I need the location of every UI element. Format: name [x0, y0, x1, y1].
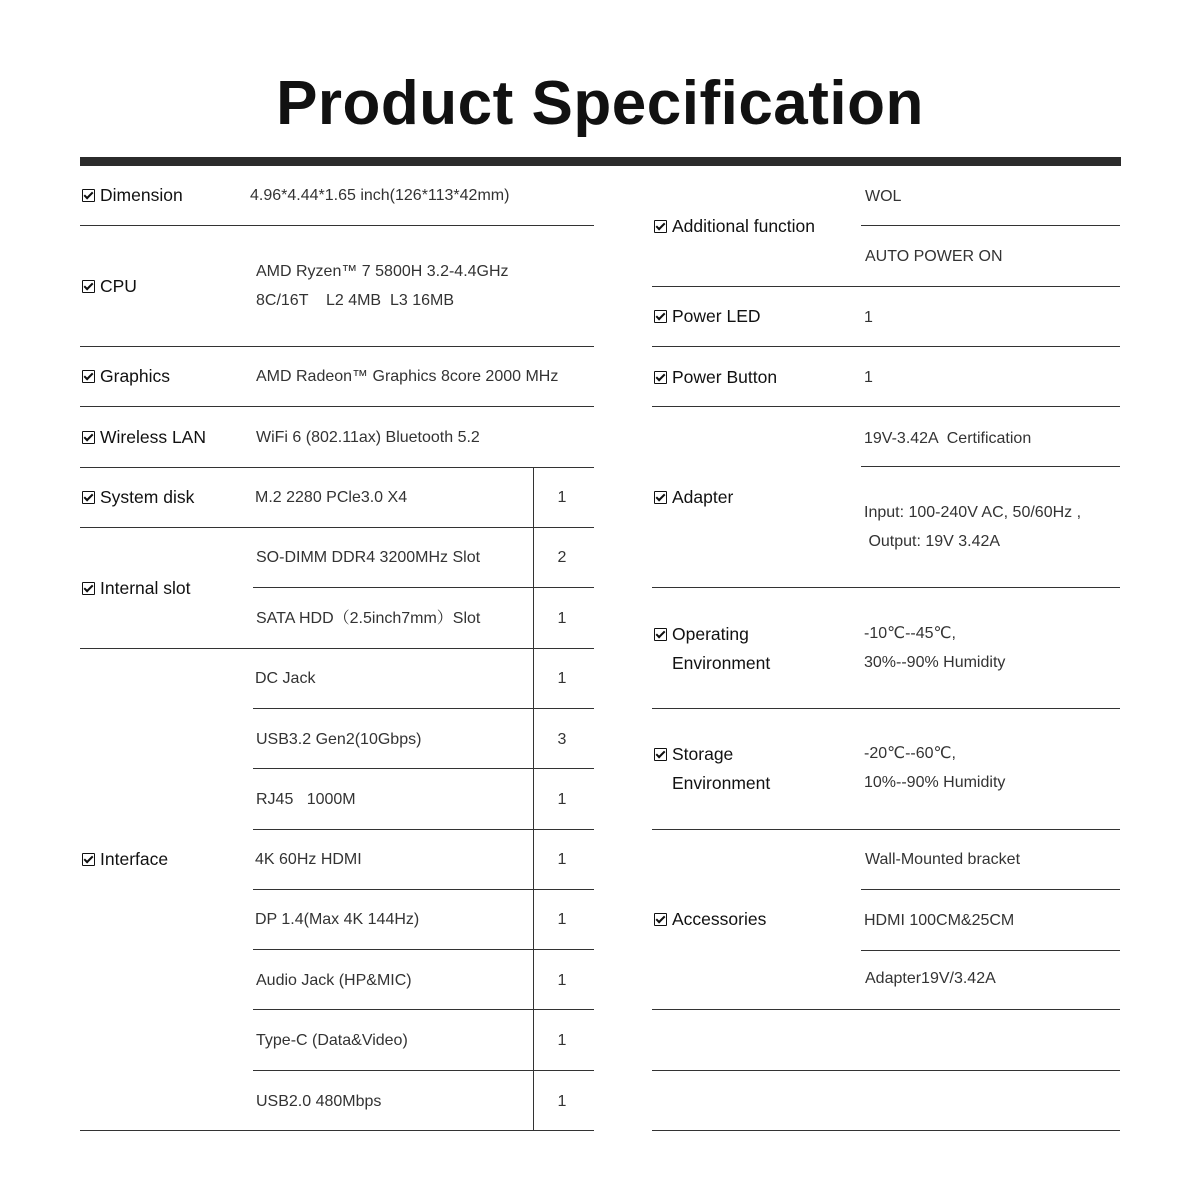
accessory-item: HDMI 100CM&25CM — [864, 912, 1015, 929]
graphics-label: Graphics — [80, 362, 170, 391]
internal-slot-row-value: SO-DIMM DDR4 3200MHz Slot — [256, 549, 481, 566]
interface-row-value: Audio Jack (HP&MIC) — [256, 972, 412, 989]
divider — [652, 829, 1120, 830]
divider — [253, 889, 594, 890]
divider — [80, 225, 594, 226]
divider — [80, 1130, 594, 1131]
divider — [861, 466, 1120, 467]
additional-function-value: WOL — [865, 188, 902, 205]
divider — [652, 406, 1120, 407]
operating-label-line2: Environment — [672, 653, 771, 673]
divider — [253, 587, 594, 588]
divider — [652, 286, 1120, 287]
divider — [80, 346, 594, 347]
operating-humidity: 30%--90% Humidity — [864, 654, 1006, 671]
additional-function-label: Additional function — [652, 212, 815, 241]
interface-row-value: 4K 60Hz HDMI — [255, 851, 362, 868]
storage-temp: -20℃--60℃, — [864, 745, 956, 762]
divider — [253, 949, 594, 950]
checkbox-icon — [654, 913, 667, 926]
checkbox-icon — [654, 748, 667, 761]
divider — [652, 1009, 1120, 1010]
operating-temp: -10℃--45℃, — [864, 625, 956, 642]
cpu-label: CPU — [80, 272, 137, 301]
divider — [253, 1070, 594, 1071]
interface-row-qty: 1 — [557, 1032, 567, 1049]
divider — [80, 527, 594, 528]
interface-row-value: Type-C (Data&Video) — [256, 1032, 408, 1049]
divider — [253, 1009, 594, 1010]
checkbox-icon — [82, 491, 95, 504]
checkbox-icon — [654, 371, 667, 384]
system-disk-qty: 1 — [557, 489, 567, 506]
divider — [652, 1130, 1120, 1131]
checkbox-icon — [82, 582, 95, 595]
power-button-label: Power Button — [652, 363, 777, 392]
internal-slot-row-qty: 2 — [557, 549, 567, 566]
interface-row-value: USB2.0 480Mbps — [256, 1093, 382, 1110]
storage-environment-label — [652, 740, 770, 798]
interface-row-qty: 1 — [557, 1093, 567, 1110]
additional-function-value: AUTO POWER ON — [865, 248, 1003, 265]
adapter-output: Output: 19V 3.42A — [864, 533, 1001, 550]
divider — [652, 587, 1120, 588]
storage-label-line1: Storage — [672, 744, 734, 764]
accessories-label: Accessories — [652, 905, 766, 934]
dimension-value: 4.96*4.44*1.65 inch(126*113*42mm) — [250, 187, 510, 204]
divider — [253, 708, 594, 709]
dimension-label: Dimension — [80, 181, 183, 210]
power-led-label: Power LED — [652, 302, 761, 331]
cpu-value-line1: AMD Ryzen™ 7 5800H 3.2-4.4GHz — [256, 263, 509, 280]
divider — [861, 889, 1120, 890]
adapter-input: Input: 100-240V AC, 50/60Hz , — [864, 504, 1082, 521]
interface-row-value: USB3.2 Gen2(10Gbps) — [256, 731, 422, 748]
adapter-certification: 19V-3.42A Certification — [864, 430, 1032, 447]
storage-label-line2: Environment — [672, 773, 771, 793]
internal-slot-row-value: SATA HDD（2.5inch7mm）Slot — [256, 610, 481, 627]
storage-humidity: 10%--90% Humidity — [864, 774, 1006, 791]
checkbox-icon — [82, 853, 95, 866]
checkbox-icon — [654, 310, 667, 323]
checkbox-icon — [82, 431, 95, 444]
adapter-label: Adapter — [652, 483, 733, 512]
checkbox-icon — [654, 628, 667, 641]
interface-row-value: RJ45 1000M — [256, 791, 356, 808]
accessory-item: Adapter19V/3.42A — [865, 970, 996, 987]
interface-row-value: DC Jack — [255, 670, 316, 687]
accessory-item: Wall-Mounted bracket — [865, 851, 1021, 868]
divider — [652, 1070, 1120, 1071]
operating-environment-label — [652, 620, 770, 678]
graphics-value: AMD Radeon™ Graphics 8core 2000 MHz — [256, 368, 559, 385]
checkbox-icon — [654, 220, 667, 233]
interface-row-qty: 1 — [557, 670, 567, 687]
operating-label-line1: Operating — [672, 624, 749, 644]
system-disk-value: M.2 2280 PCle3.0 X4 — [255, 489, 408, 506]
interface-row-value: DP 1.4(Max 4K 144Hz) — [255, 911, 420, 928]
interface-row-qty: 1 — [557, 911, 567, 928]
divider — [253, 768, 594, 769]
wireless-lan-label: Wireless LAN — [80, 423, 206, 452]
checkbox-icon — [82, 189, 95, 202]
interface-row-qty: 1 — [557, 851, 567, 868]
divider — [253, 829, 594, 830]
cpu-value-line2: 8C/16T L2 4MB L3 16MB — [256, 292, 455, 309]
checkbox-icon — [82, 280, 95, 293]
divider — [861, 950, 1120, 951]
internal-slot-row-qty: 1 — [557, 610, 567, 627]
interface-row-qty: 1 — [557, 972, 567, 989]
wireless-lan-value: WiFi 6 (802.11ax) Bluetooth 5.2 — [256, 429, 480, 446]
checkbox-icon — [82, 370, 95, 383]
divider — [652, 346, 1120, 347]
page-title: Product Specification — [276, 69, 924, 138]
divider — [652, 708, 1120, 709]
interface-label: Interface — [80, 845, 168, 874]
interface-row-qty: 1 — [557, 791, 567, 808]
system-disk-label: System disk — [80, 483, 194, 512]
power-button-value: 1 — [864, 369, 873, 386]
divider — [80, 648, 594, 649]
title-underline-bar — [80, 157, 1121, 166]
divider — [80, 467, 594, 468]
power-led-value: 1 — [864, 309, 873, 326]
internal-slot-label: Internal slot — [80, 574, 190, 603]
checkbox-icon — [654, 491, 667, 504]
divider — [861, 225, 1120, 226]
divider — [80, 406, 594, 407]
interface-row-qty: 3 — [557, 731, 567, 748]
